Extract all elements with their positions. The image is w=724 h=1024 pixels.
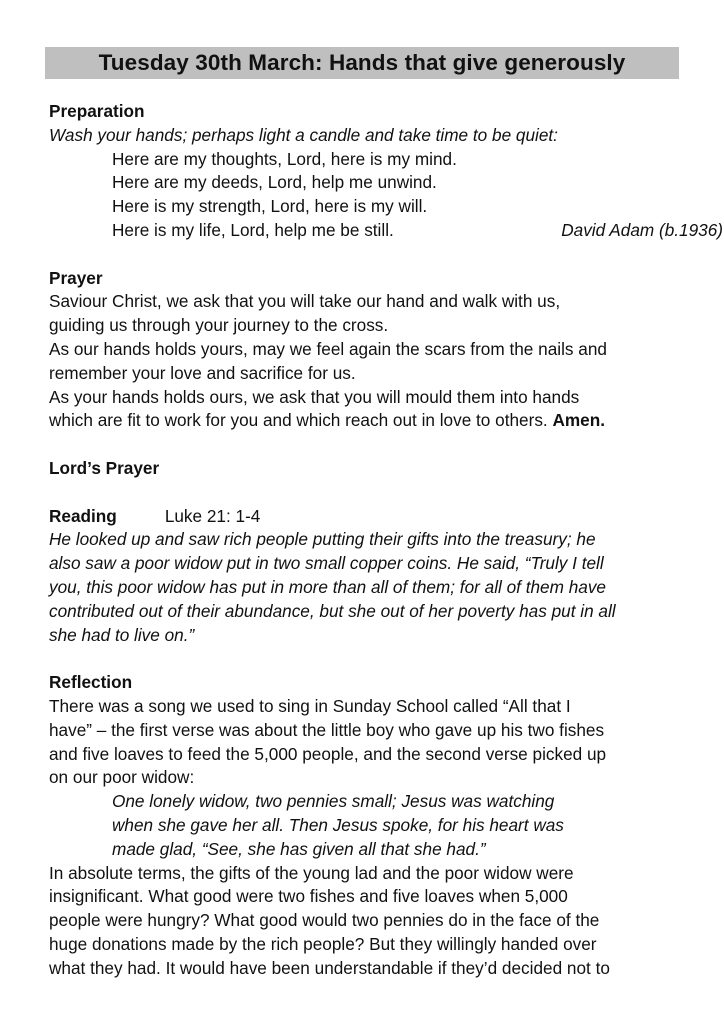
prayer-line: As our hands holds yours, may we feel again the scars from the nails and: [49, 338, 607, 359]
lords-prayer-heading: Lord’s Prayer: [49, 457, 160, 478]
reflection-section: [49, 671, 689, 980]
prayer-last-row: [49, 409, 689, 433]
reflection-line: There was a song we used to sing in Sunday School called “All that I: [49, 695, 571, 716]
reading-line: also saw a poor widow put in two small copper coins. He said, “Truly I tell: [49, 553, 604, 574]
section-spacer: [49, 243, 689, 267]
preparation-instruction: Wash your hands; perhaps light a candle and take time to be quiet:: [49, 124, 558, 145]
poem-last-row: [49, 219, 723, 243]
poem-line: Here is my strength, Lord, here is my will.: [112, 196, 428, 217]
section-spacer: [49, 433, 689, 457]
reading-line: contributed out of their abundance, but she out of her poverty has put in all: [49, 600, 616, 621]
song-line: One lonely widow, two pennies small; Jesus was watching: [112, 791, 555, 812]
reading-header-row: [49, 505, 689, 529]
lords-prayer-section: [49, 457, 689, 481]
section-spacer: [49, 647, 689, 671]
poem-line: Here are my deeds, Lord, help me unwind.: [112, 172, 437, 193]
prayer-amen: Amen.: [552, 410, 606, 431]
poem-line: Here are my thoughts, Lord, here is my mind.: [112, 148, 457, 169]
prayer-section: [49, 267, 689, 434]
reflection-line: insignificant. What good were two fishes and five loaves when 5,000: [49, 886, 568, 907]
reflection-line: huge donations made by the rich people? But they willingly handed over: [49, 933, 597, 954]
reflection-line: what they had. It would have been understandable if they’d decided not to: [49, 957, 610, 978]
reading-section: [49, 505, 689, 648]
song-line: made glad, “See, she has given all that she had.”: [112, 838, 486, 859]
prayer-heading: Prayer: [49, 267, 103, 288]
reading-heading: Reading: [49, 505, 117, 526]
prayer-line: Saviour Christ, we ask that you will take our hand and walk with us,: [49, 291, 561, 312]
section-spacer: [49, 481, 689, 505]
song-line: when she gave her all. Then Jesus spoke, for his heart was: [112, 814, 564, 835]
reflection-line: on our poor widow:: [49, 767, 195, 788]
page-title: Tuesday 30th March: Hands that give generously: [98, 50, 626, 75]
poem-line: Here is my life, Lord, help me be still.: [112, 219, 394, 240]
title-banner: [45, 47, 679, 79]
reflection-line: people were hungry? What good would two pennies do in the face of the: [49, 910, 600, 931]
reflection-line: have” – the first verse was about the little boy who gave up his two fishes: [49, 719, 605, 740]
preparation-section: [49, 100, 723, 243]
reading-line: she had to live on.”: [49, 624, 195, 645]
reflection-line: In absolute terms, the gifts of the young lad and the poor widow were: [49, 862, 574, 883]
reading-reference: Luke 21: 1-4: [164, 505, 261, 526]
prayer-line: guiding us through your journey to the cross.: [49, 315, 389, 336]
poem-attribution: David Adam (b.1936): [561, 219, 723, 240]
reflection-line: and five loaves to feed the 5,000 people, and the second verse picked up: [49, 743, 607, 764]
reflection-heading: Reflection: [49, 672, 133, 693]
reading-line: He looked up and saw rich people putting their gifts into the treasury; he: [49, 529, 596, 550]
reading-line: you, this poor widow has put in more than all of them; for all of them have: [49, 576, 606, 597]
document-body: [49, 100, 723, 980]
prayer-line: which are fit to work for you and which reach out in love to others.: [49, 410, 548, 431]
prayer-line: remember your love and sacrifice for us.: [49, 362, 356, 383]
prayer-line: As your hands holds ours, we ask that you will mould them into hands: [49, 386, 580, 407]
preparation-heading: Preparation: [49, 101, 145, 121]
